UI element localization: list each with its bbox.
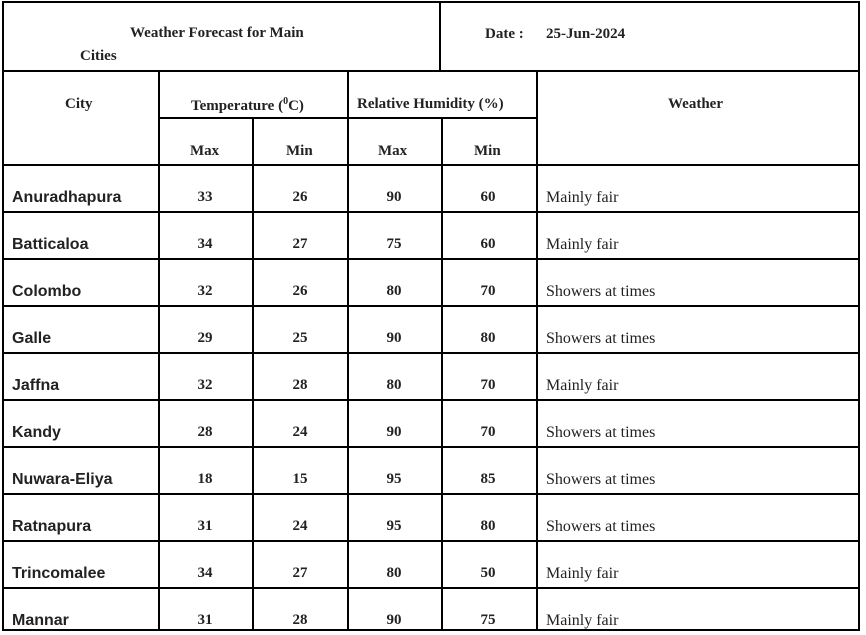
subheader-temp-max: Max xyxy=(190,143,220,159)
city-name: Jaffna xyxy=(12,377,60,394)
row-divider xyxy=(2,352,860,354)
humidity-max-value: 90 xyxy=(386,612,402,628)
date-label: Date : xyxy=(485,26,524,42)
temp-min-value: 27 xyxy=(292,565,308,581)
col-divider-temp xyxy=(347,70,349,631)
subheader-humidity-min: Min xyxy=(474,143,501,159)
humidity-min-value: 60 xyxy=(480,236,496,252)
row-divider xyxy=(2,258,860,260)
humidity-min-value: 80 xyxy=(480,330,496,346)
column-header-weather: Weather xyxy=(668,96,723,112)
temp-max-value: 31 xyxy=(197,518,213,534)
subheader-temp-min: Min xyxy=(286,143,313,159)
humidity-max-value: 80 xyxy=(386,283,402,299)
temp-max-value: 29 xyxy=(197,330,213,346)
city-name: Kandy xyxy=(12,424,61,441)
weather-description: Mainly fair xyxy=(546,565,619,582)
temp-min-value: 25 xyxy=(292,330,308,346)
row-divider xyxy=(2,399,860,401)
temp-max-value: 32 xyxy=(197,283,213,299)
city-name: Galle xyxy=(12,330,52,347)
temp-max-value: 33 xyxy=(197,189,213,205)
temp-min-value: 28 xyxy=(292,377,308,393)
humidity-max-value: 90 xyxy=(386,189,402,205)
temp-max-value: 18 xyxy=(197,471,213,487)
humidity-min-value: 70 xyxy=(480,424,496,440)
column-header-humidity: Relative Humidity (%) xyxy=(357,96,504,112)
date-value: 25-Jun-2024 xyxy=(546,26,626,42)
city-name: Colombo xyxy=(12,283,82,300)
col-divider-city xyxy=(158,70,160,631)
temp-max-value: 28 xyxy=(197,424,213,440)
weather-description: Showers at times xyxy=(546,424,656,441)
weather-description: Mainly fair xyxy=(546,377,619,394)
col-divider-tmax xyxy=(252,117,254,631)
humidity-max-value: 75 xyxy=(386,236,402,252)
humidity-min-value: 85 xyxy=(480,471,496,487)
temp-min-value: 26 xyxy=(292,283,308,299)
temp-min-value: 26 xyxy=(292,189,308,205)
city-name: Anuradhapura xyxy=(12,189,122,206)
humidity-min-value: 50 xyxy=(480,565,496,581)
city-name: Batticaloa xyxy=(12,236,89,253)
row-divider xyxy=(2,305,860,307)
city-name: Ratnapura xyxy=(12,518,92,535)
header-divider xyxy=(2,70,860,72)
temp-max-value: 34 xyxy=(197,236,213,252)
city-name: Trincomalee xyxy=(12,565,106,582)
humidity-max-value: 95 xyxy=(386,518,402,534)
temp-min-value: 15 xyxy=(292,471,308,487)
weather-description: Showers at times xyxy=(546,471,656,488)
temp-min-value: 28 xyxy=(292,612,308,628)
row-divider xyxy=(2,540,860,542)
title-date-divider xyxy=(439,1,441,71)
weather-description: Mainly fair xyxy=(546,189,619,206)
humidity-min-value: 75 xyxy=(480,612,496,628)
weather-description: Mainly fair xyxy=(546,612,619,629)
humidity-max-value: 80 xyxy=(386,377,402,393)
city-name: Nuwara-Eliya xyxy=(12,471,113,488)
row-divider xyxy=(2,587,860,589)
temp-min-value: 24 xyxy=(292,424,308,440)
page-title: Weather Forecast for Main xyxy=(130,25,304,41)
row-divider xyxy=(2,493,860,495)
page-title-line2: Cities xyxy=(80,48,117,64)
row-divider xyxy=(2,164,860,166)
column-header-temperature: Temperature ($^0$C) xyxy=(191,96,304,114)
weather-description: Showers at times xyxy=(546,283,656,300)
col-divider-humidity xyxy=(536,70,538,631)
weather-description: Showers at times xyxy=(546,330,656,347)
humidity-min-value: 70 xyxy=(480,377,496,393)
humidity-max-value: 90 xyxy=(386,330,402,346)
humidity-min-value: 70 xyxy=(480,283,496,299)
column-header-city: City xyxy=(65,96,93,112)
temp-max-value: 34 xyxy=(197,565,213,581)
humidity-max-value: 95 xyxy=(386,471,402,487)
row-divider xyxy=(2,446,860,448)
temp-max-value: 31 xyxy=(197,612,213,628)
subheader-humidity-max: Max xyxy=(378,143,408,159)
row-divider xyxy=(2,211,860,213)
temp-min-value: 24 xyxy=(292,518,308,534)
humidity-min-value: 60 xyxy=(480,189,496,205)
temp-min-value: 27 xyxy=(292,236,308,252)
weather-description: Showers at times xyxy=(546,518,656,535)
weather-description: Mainly fair xyxy=(546,236,619,253)
temp-max-value: 32 xyxy=(197,377,213,393)
humidity-max-value: 80 xyxy=(386,565,402,581)
city-name: Mannar xyxy=(12,612,69,629)
humidity-min-value: 80 xyxy=(480,518,496,534)
humidity-max-value: 90 xyxy=(386,424,402,440)
